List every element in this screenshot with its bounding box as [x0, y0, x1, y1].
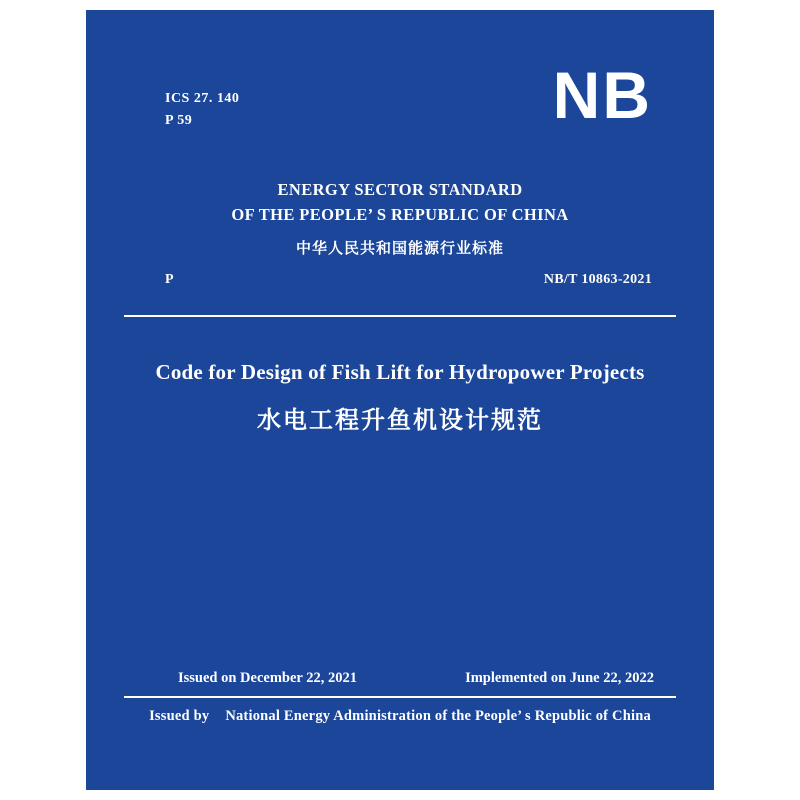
category-code: P 59 [165, 112, 193, 128]
title-english: Code for Design of Fish Lift for Hydropower Projects [155, 360, 645, 384]
classification-code: P [165, 272, 174, 287]
ics-code: ICS 27. 140 [165, 91, 240, 106]
issued-date: Issued on December 22, 2021 [178, 670, 357, 686]
implemented-date: Implemented on June 22, 2022 [465, 670, 654, 686]
standard-name-english-line2: OF THE PEOPLE’ S REPUBLIC OF CHINA [231, 204, 569, 224]
title-chinese: 水电工程升鱼机设计规范 [257, 406, 543, 434]
divider-bottom [124, 696, 676, 698]
issued-by [86, 708, 714, 725]
standard-name-chinese: 中华人民共和国能源行业标准 [295, 239, 504, 257]
standard-cover [86, 10, 714, 790]
divider-top [124, 315, 676, 317]
issued-by-organization: National Energy Administration of the People’ s Republic of China [225, 708, 651, 724]
standard-name-english [86, 178, 714, 228]
ics-block [165, 88, 239, 131]
standard-number: NB/T 10863-2021 [543, 272, 652, 287]
nb-logo: NB [552, 58, 652, 132]
issued-by-label: Issued by [149, 708, 210, 724]
dates-row [86, 670, 714, 690]
standard-name-english-line1: ENERGY SECTOR STANDARD [277, 180, 523, 199]
